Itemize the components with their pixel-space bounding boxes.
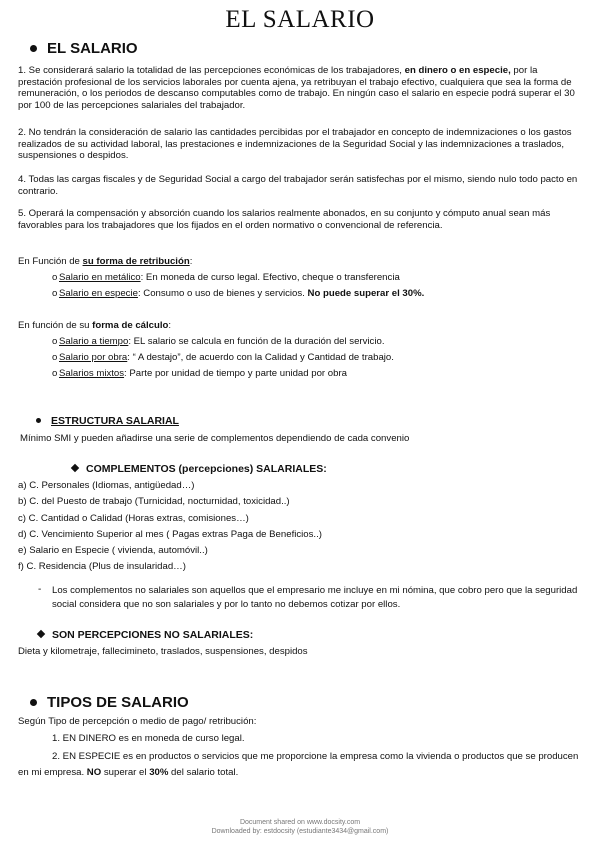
no-salariales-heading: SON PERCEPCIONES NO SALARIALES: [38, 629, 253, 641]
retribucion-item-especie: o Salario en especie: Consumo o uso de bienes y servicios. No puede superar el 30%. [52, 288, 425, 299]
complemento-item: c) C. Cantidad o Calidad (Horas extras, comisiones…) [18, 513, 249, 524]
complemento-item: a) C. Personales (Idiomas, antigüedad…) [18, 480, 195, 491]
calculo-item-tiempo: o Salario a tiempo: EL salario se calcula en función de la duración del servicio. [52, 336, 385, 347]
estructura-heading: ESTRUCTURA SALARIAL [36, 415, 179, 427]
tipo-dinero: 1. EN DINERO es en moneda de curso legal. [52, 733, 245, 744]
calculo-item-mixtos: o Salarios mixtos: Parte por unidad de tiempo y parte unidad por obra [52, 368, 347, 379]
complementos-note: Los complementos no salariales son aquellos que el empresario me incluye en mi nómina, que cobro pero que la seguridad social considera que no son salariales y por lo tanto no debemos cotizar por ellos. [52, 585, 578, 610]
footer-line-downloaded: Downloaded by: estdocsity (estudiante3434@gmail.com) [211, 828, 389, 835]
diamond-bullet-icon [71, 464, 79, 472]
section-heading-tipos-de-salario: TIPOS DE SALARIO [30, 694, 189, 711]
footer-line-shared: Document shared on www.docsity.com [239, 819, 361, 826]
diamond-bullet-icon [37, 630, 45, 638]
complemento-item: e) Salario en Especie ( vivienda, automóvil..) [18, 545, 208, 556]
retribucion-item-metalico: o Salario en metálico: En moneda de curso legal. Efectivo, cheque o transferencia [52, 272, 400, 283]
page-title: EL SALARIO [225, 6, 375, 33]
paragraph-1: 1. Se considerará salario la totalidad de las percepciones económicas de los trabajadores, en dinero o en especie, por la prestación profesional de los servicios laborales por cuenta ajena, ya retribuyan el trabajo efectivo, cualquiera que sea la forma de remuneración, o los periodos de descanso computables como de trabajo. En ningún caso el salario en especie podrá superar el 30 por 100 de las percepciones salariales del trabajador. [18, 65, 575, 111]
complemento-item: b) C. del Puesto de trabajo (Turnicidad, nocturnidad, toxicidad..) [18, 496, 290, 507]
no-salariales-text: Dieta y kilometraje, fallecimineto, traslados, suspensiones, despidos [18, 646, 308, 657]
tipo-especie: 2. EN ESPECIE es en productos o servicios que me proporcione la empresa como la vivienda o productos que se producen en mi empresa. NO superar el 30% del salario total. [18, 751, 579, 778]
calculo-intro: En función de su forma de cálculo: [18, 320, 172, 331]
section-heading-el-salario: EL SALARIO [30, 40, 138, 57]
estructura-text: Mínimo SMI y pueden añadirse una serie de complementos dependiendo de cada convenio [20, 433, 410, 444]
bullet-icon [36, 418, 41, 423]
retribucion-intro: En Función de su forma de retribución: [18, 256, 193, 267]
circle-bullet-icon: o [52, 288, 58, 299]
complementos-heading: COMPLEMENTOS (percepciones) SALARIALES: [72, 463, 327, 475]
footer [0, 818, 600, 836]
circle-bullet-icon: o [52, 352, 58, 363]
dash-bullet-icon: - [38, 584, 42, 595]
bullet-icon [30, 699, 37, 706]
circle-bullet-icon: o [52, 368, 58, 379]
bullet-icon [30, 45, 37, 52]
complemento-item: f) C. Residencia (Plus de insularidad…) [18, 561, 186, 572]
circle-bullet-icon: o [52, 336, 58, 347]
circle-bullet-icon: o [52, 272, 58, 283]
tipos-intro: Según Tipo de percepción o medio de pago/ retribución: [18, 716, 257, 727]
paragraph-5: 5. Operará la compensación y absorción cuando los salarios realmente abonados, en su conjunto y cómputo anual sean más favorables para los trabajadores que los fijados en el orden normativo o convencional de referencia. [18, 208, 551, 231]
paragraph-2: 2. No tendrán la consideración de salario las cantidades percibidas por el trabajador en concepto de indemnizaciones o los gastos realizados de su actividad laboral, las prestaciones e indemnizaciones de la Seguridad Social y las indemnizaciones a traslados, suspensiones o despidos. [18, 127, 572, 162]
paragraph-4: 4. Todas las cargas fiscales y de Seguridad Social a cargo del trabajador serán satisfechas por el mismo, siendo nulo todo pacto en contrario. [18, 174, 578, 197]
calculo-item-obra: o Salario por obra: “ A destajo”, de acuerdo con la Calidad y Cantidad de trabajo. [52, 352, 394, 363]
complemento-item: d) C. Vencimiento Superior al mes ( Pagas extras Paga de Beneficios..) [18, 529, 322, 540]
